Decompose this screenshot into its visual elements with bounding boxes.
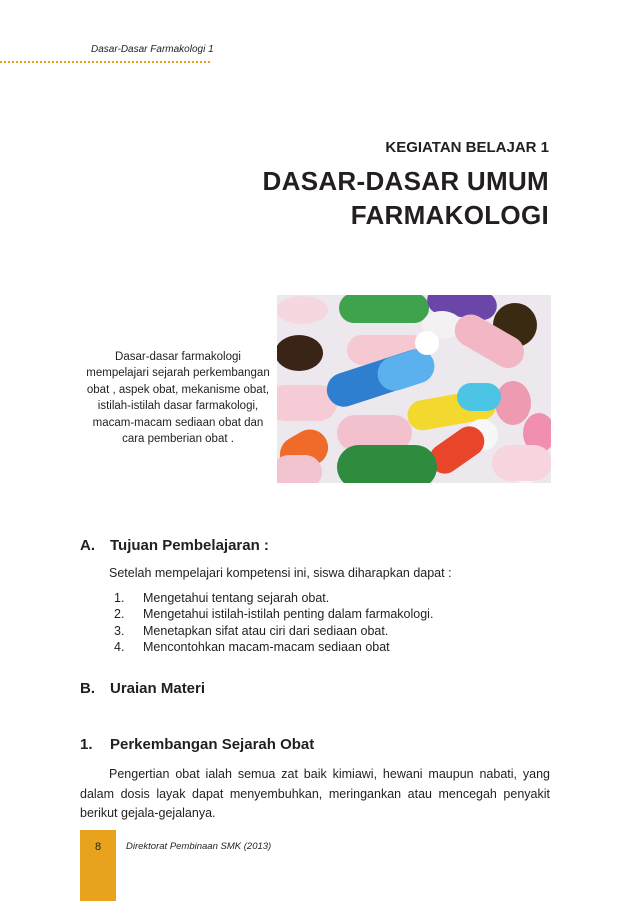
pills-photo (277, 295, 551, 483)
list-item-number: 2. (114, 607, 125, 622)
intro-line: Dasar-dasar farmakologi (115, 351, 241, 363)
subsection-1-heading (80, 736, 314, 753)
list-item-text: Mencontohkan macam-macam sediaan obat (143, 639, 390, 654)
section-b-title: Uraian Materi (110, 680, 206, 697)
intro-line: mempelajari sejarah perkembangan (86, 367, 270, 380)
chapter-title-line1: DASAR-DASAR UMUM (262, 166, 549, 196)
list-item-text: Mengetahui tentang sejarah obat. (143, 591, 330, 605)
header-dotted-rule (0, 61, 210, 63)
footer-publisher: Direktorat Pembinaan SMK (2013) (126, 841, 272, 852)
subsection-1-paragraph: Pengertian obat ialah semua zat baik kimiawi, hewani maupun nabati, yang dalam dosis layak dapat menyembuhkan, meringankan atau mencegah penyakit berikut gejala-gejalanya. (80, 767, 550, 820)
running-header: Dasar-Dasar Farmakologi 1 (91, 44, 214, 55)
chapter-title-line2: FARMAKOLOGI (350, 200, 549, 230)
section-a-lead: Setelah mempelajari kompetensi ini, siswa diharapkan dapat : (109, 566, 452, 580)
section-b-number: B. (80, 680, 95, 697)
list-item (114, 639, 433, 655)
objectives-list (114, 590, 433, 655)
chapter-label: KEGIATAN BELAJAR 1 (385, 139, 549, 156)
intro-text (82, 349, 274, 447)
section-a-heading (80, 537, 269, 554)
list-item-text: Menetapkan sifat atau ciri dari sediaan obat. (143, 623, 389, 638)
intro-line: istilah-istilah dasar farmakologi, (97, 400, 259, 413)
list-item (114, 590, 433, 606)
section-b-heading (80, 680, 205, 697)
list-item-text: Mengetahui istilah-istilah penting dalam farmakologi. (143, 607, 434, 622)
list-item (114, 606, 433, 622)
list-item (114, 623, 433, 639)
subsection-1-number: 1. (80, 736, 93, 753)
list-item-number: 4. (114, 639, 125, 654)
subsection-1-title: Perkembangan Sejarah Obat (110, 736, 315, 753)
page-number: 8 (94, 841, 102, 853)
section-a-number: A. (80, 537, 95, 554)
chapter-title (189, 164, 549, 232)
intro-line: cara pemberian obat . (122, 433, 234, 446)
list-item-number: 3. (114, 623, 125, 638)
intro-line: macam-macam sediaan obat dan (92, 416, 264, 429)
section-a-title: Tujuan Pembelajaran : (110, 537, 269, 554)
intro-line: obat , aspek obat, mekanisme obat, (86, 383, 270, 396)
list-item-number: 1. (114, 591, 125, 605)
